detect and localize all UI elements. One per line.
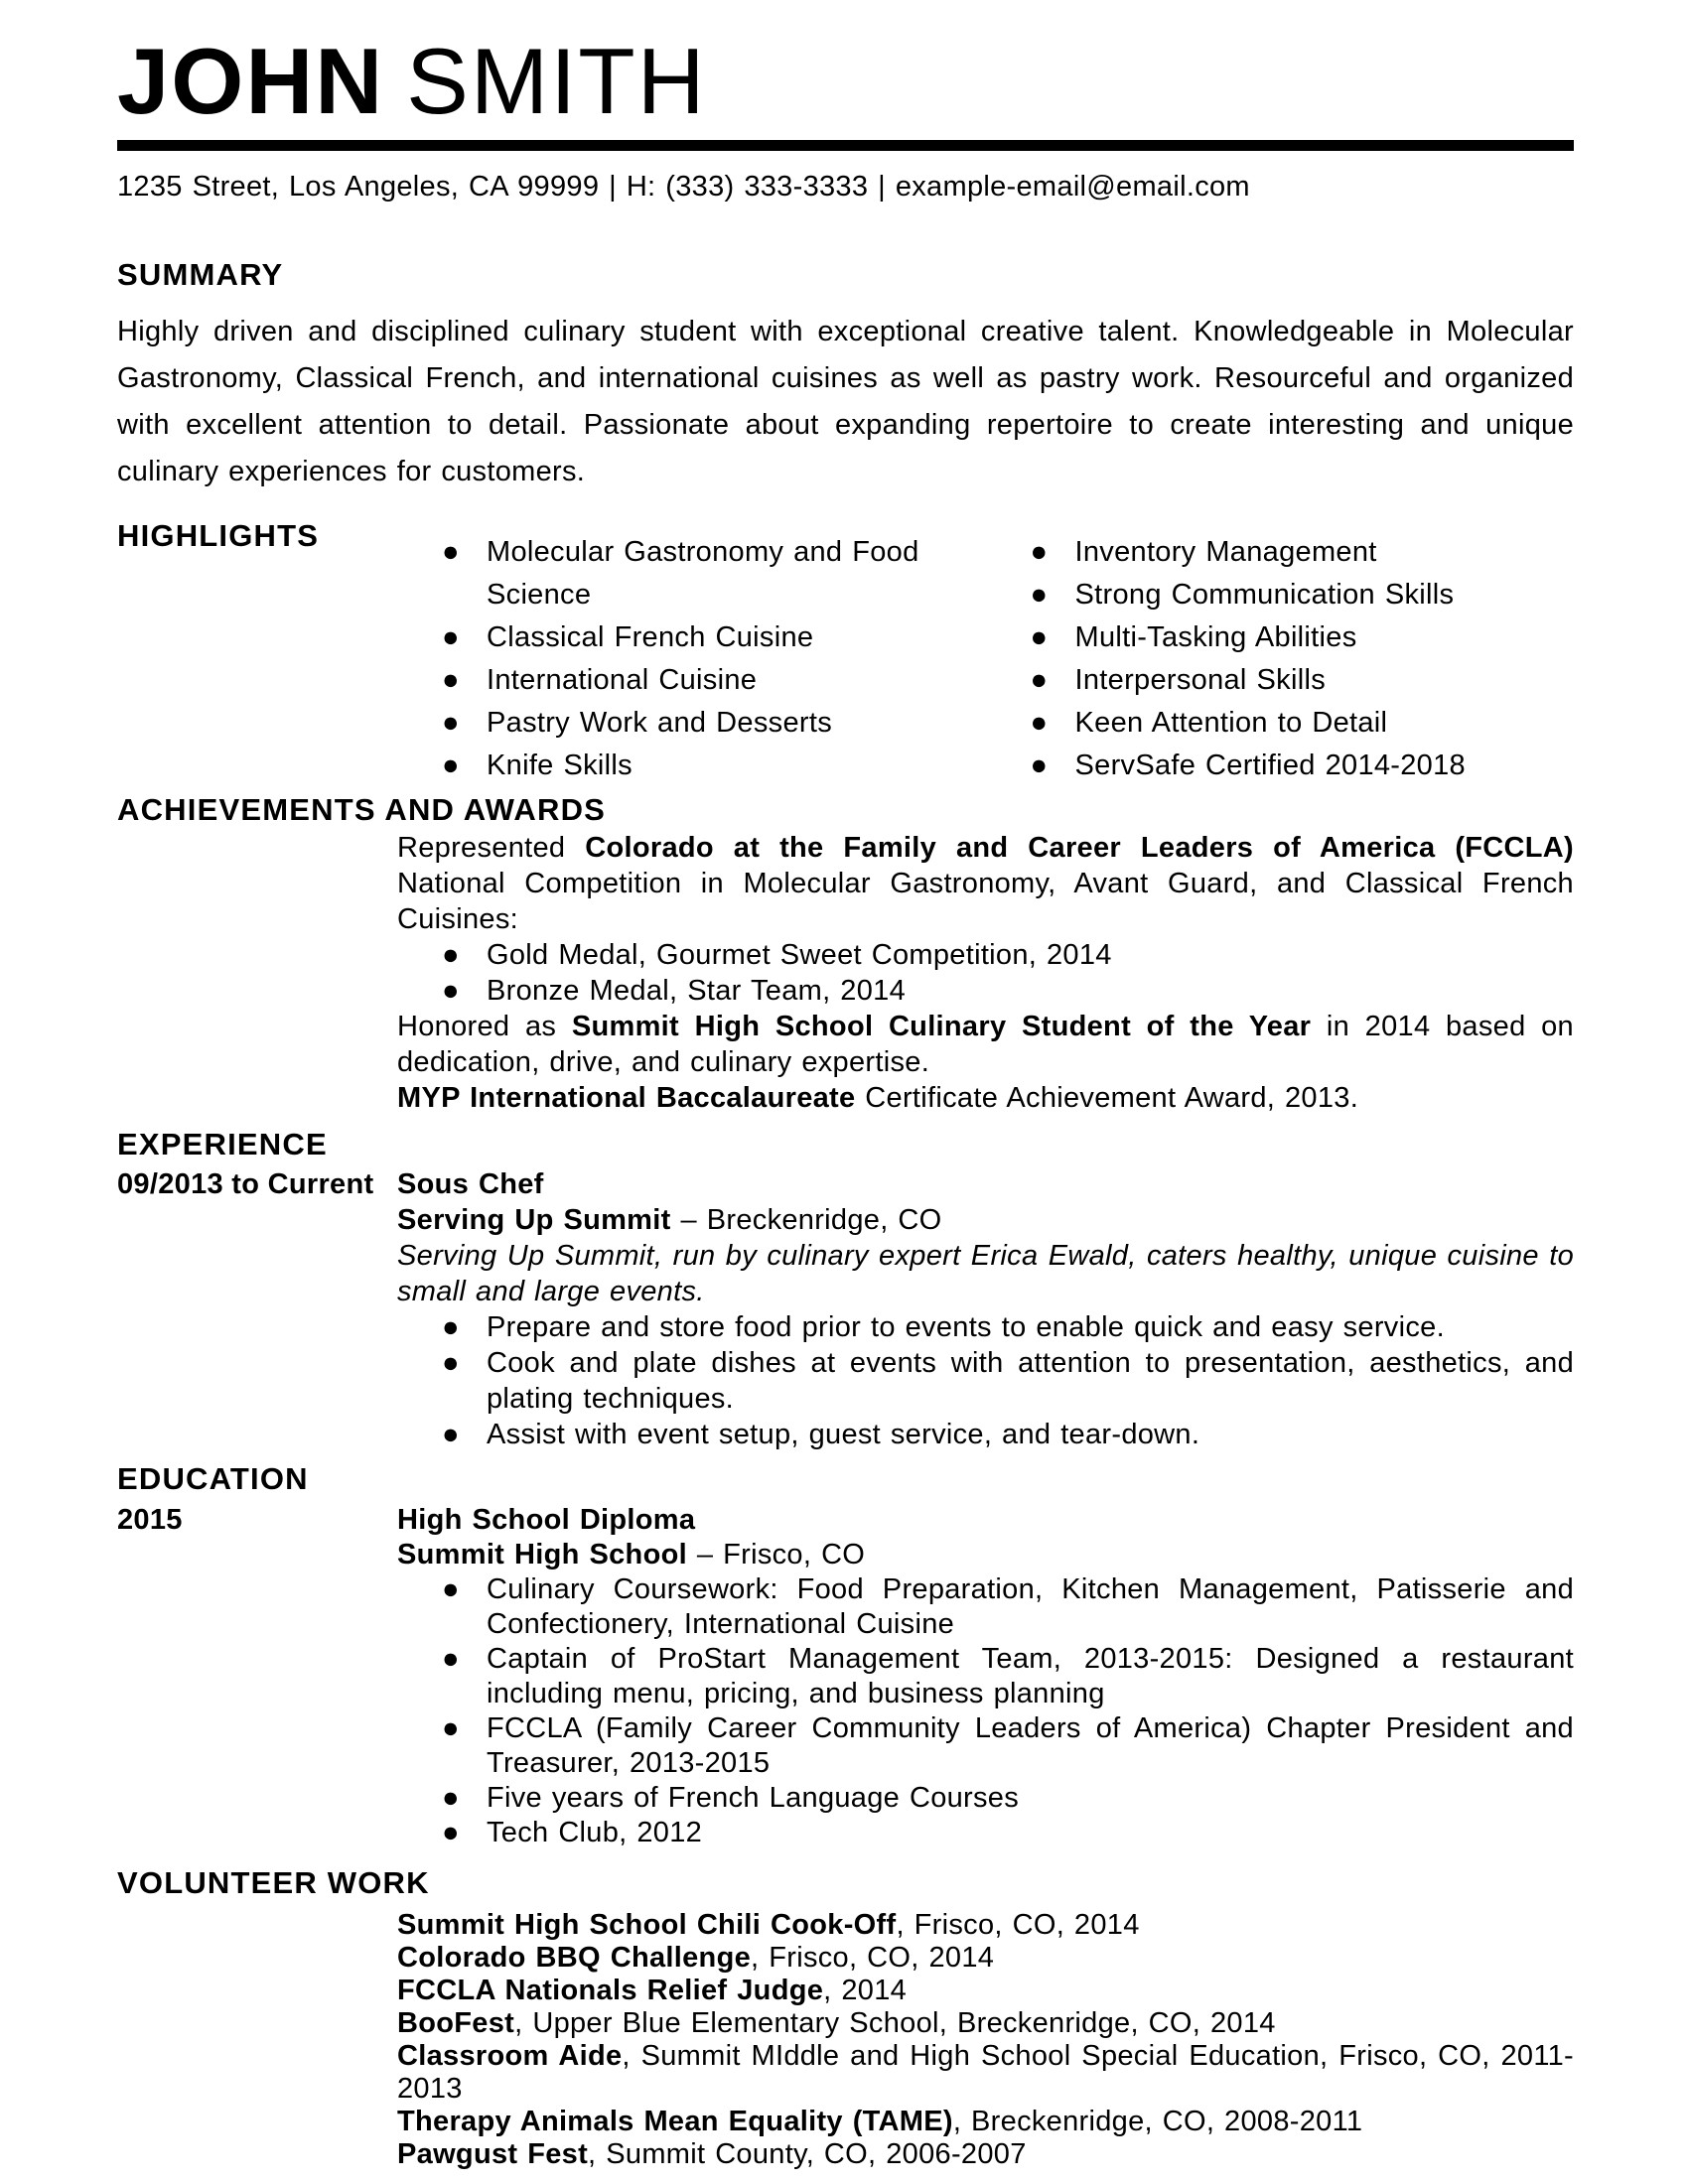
- bullet-icon: ●: [1030, 664, 1049, 697]
- volunteer-content: [397, 1909, 1574, 2171]
- highlights-column-2: [986, 531, 1575, 787]
- list-item: [442, 1417, 1574, 1452]
- school-line: [397, 1538, 1574, 1572]
- employer-line: [397, 1202, 1574, 1238]
- bullet-icon: ●: [442, 1712, 460, 1745]
- bullet-icon: ●: [442, 621, 460, 654]
- volunteer-heading: VOLUNTEER WORK: [117, 1865, 430, 1901]
- intro-post: National Competition in Molecular Gastronomy, Avant Guard, and Classical French Cuisines:: [397, 868, 1574, 936]
- list-item: [442, 1816, 1574, 1850]
- job-title-text: Sous Chef: [397, 1168, 544, 1201]
- achievement-honored: [397, 1009, 1574, 1080]
- job-title: [397, 1166, 1574, 1202]
- list-item-text: Prepare and store food prior to events to enable quick and easy service.: [487, 1311, 1445, 1344]
- volunteer-entry-detail: , Breckenridge, CO, 2008-2011: [952, 2106, 1363, 2138]
- list-item: [1031, 659, 1575, 702]
- bullet-icon: ●: [442, 1311, 460, 1344]
- volunteer-entry-detail: , Summit County, CO, 2006-2007: [588, 2138, 1027, 2171]
- highlights-section: [117, 519, 1574, 787]
- list-item: [442, 659, 986, 702]
- list-item: [442, 1781, 1574, 1816]
- volunteer-entry-detail: , Upper Blue Elementary School, Breckenridge, CO, 2014: [514, 2007, 1276, 2040]
- list-item: [442, 531, 986, 616]
- bullet-icon: ●: [442, 1817, 460, 1849]
- highlights-column-1: [397, 531, 986, 787]
- education-heading: EDUCATION: [117, 1461, 309, 1497]
- list-item-text: Molecular Gastronomy and Food Science: [487, 536, 919, 612]
- volunteer-entry-detail: , Summit MIddle and High School Special Education, Frisco, CO, 2011-2013: [397, 2040, 1574, 2106]
- bullet-icon: ●: [442, 664, 460, 697]
- list-item-text: Strong Communication Skills: [1074, 579, 1455, 612]
- contact-line: 1235 Street, Los Angeles, CA 99999 | H: (333) 333-3333 | example-email@email.com: [117, 171, 1250, 204]
- list-item-text: Gold Medal, Gourmet Sweet Competition, 2014: [487, 939, 1112, 972]
- highlights-heading: HIGHLIGHTS: [117, 518, 320, 554]
- employer-name: Serving Up Summit: [397, 1204, 671, 1237]
- achievement-myp: [397, 1080, 1574, 1116]
- bullet-icon: ●: [442, 707, 460, 740]
- bullet-icon: ●: [1030, 621, 1049, 654]
- education-section: [117, 1462, 1574, 1850]
- list-item-text: Multi-Tasking Abilities: [1074, 621, 1357, 654]
- list-item: [442, 702, 986, 745]
- summary-heading: SUMMARY: [117, 257, 284, 293]
- volunteer-entry-detail: , Frisco, CO, 2014: [896, 1909, 1140, 1942]
- list-item-text: Interpersonal Skills: [1074, 664, 1326, 697]
- list-item: [1031, 531, 1575, 574]
- list-item: [1031, 574, 1575, 616]
- volunteer-entry-name: FCCLA Nationals Relief Judge: [397, 1975, 824, 2007]
- bullet-icon: ●: [442, 1419, 460, 1451]
- highlights-columns: [397, 519, 1574, 787]
- volunteer-entry: [397, 1909, 1574, 1942]
- honored-pre: Honored as: [397, 1011, 572, 1043]
- experience-heading: EXPERIENCE: [117, 1127, 328, 1162]
- myp-bold: MYP International Baccalaureate: [397, 1082, 856, 1115]
- volunteer-entry: [397, 2007, 1574, 2040]
- bullet-icon: ●: [442, 939, 460, 972]
- experience-bullets: [397, 1309, 1574, 1452]
- resume-header: [117, 30, 1574, 206]
- list-item: [442, 937, 1574, 973]
- employer-description: Serving Up Summit, run by culinary expert Erica Ewald, caters healthy, unique cuisine to small and large events.: [397, 1240, 1574, 1308]
- education-year: 2015: [117, 1504, 183, 1537]
- bullet-icon: ●: [1030, 750, 1049, 782]
- bullet-icon: ●: [442, 975, 460, 1008]
- experience-content: [397, 1166, 1574, 1452]
- volunteer-entry: [397, 1975, 1574, 2007]
- education-content: [397, 1503, 1574, 1850]
- myp-post: Certificate Achievement Award, 2013.: [855, 1082, 1359, 1115]
- school-location: – Frisco, CO: [686, 1539, 866, 1571]
- last-name: SMITH: [406, 29, 707, 133]
- list-item: [442, 745, 986, 787]
- header-divider: [117, 140, 1574, 151]
- bullet-icon: ●: [442, 1573, 460, 1606]
- degree-line: [397, 1503, 1574, 1538]
- volunteer-entry: [397, 1942, 1574, 1975]
- volunteer-entry-name: Pawgust Fest: [397, 2138, 589, 2171]
- bullet-icon: ●: [442, 750, 460, 782]
- list-item-text: Cook and plate dishes at events with attention to presentation, aesthetics, and plating techniques.: [487, 1347, 1574, 1416]
- bullet-icon: ●: [1030, 707, 1049, 740]
- list-item-text: FCCLA (Family Career Community Leaders of America) Chapter President and Treasurer, 2013-2015: [487, 1712, 1574, 1780]
- volunteer-entry-detail: , Frisco, CO, 2014: [751, 1942, 995, 1975]
- volunteer-section: [117, 1866, 1574, 2171]
- list-item: [1031, 616, 1575, 659]
- list-item: [442, 1572, 1574, 1642]
- achievements-content: [397, 830, 1574, 1116]
- list-item: [442, 1642, 1574, 1711]
- list-item: [442, 973, 1574, 1009]
- intro-pre: Represented: [397, 832, 586, 865]
- achievements-heading: ACHIEVEMENTS AND AWARDS: [117, 792, 607, 828]
- list-item-text: Five years of French Language Courses: [487, 1782, 1020, 1815]
- list-item: [1031, 702, 1575, 745]
- intro-bold: Colorado at the Family and Career Leaders of America (FCCLA): [585, 832, 1574, 865]
- school-name: Summit High School: [397, 1539, 687, 1571]
- achievements-section: [117, 793, 1574, 1116]
- list-item-text: Tech Club, 2012: [487, 1817, 703, 1849]
- list-item-text: Knife Skills: [487, 750, 633, 782]
- volunteer-entry-detail: , 2014: [823, 1975, 908, 2007]
- list-item: [442, 1345, 1574, 1417]
- volunteer-entry-name: Therapy Animals Mean Equality (TAME): [397, 2106, 953, 2138]
- education-bullets: [397, 1572, 1574, 1850]
- experience-section: [117, 1128, 1574, 1452]
- page-title: [117, 30, 1574, 132]
- list-item: [442, 616, 986, 659]
- list-item-text: Pastry Work and Desserts: [487, 707, 832, 740]
- list-item: [442, 1309, 1574, 1345]
- list-item-text: Assist with event setup, guest service, and tear-down.: [487, 1419, 1200, 1451]
- volunteer-entry: [397, 2040, 1574, 2106]
- list-item-text: Inventory Management: [1074, 536, 1377, 569]
- volunteer-entry: [397, 2106, 1574, 2138]
- bullet-icon: ●: [1030, 536, 1049, 569]
- bullet-icon: ●: [442, 1347, 460, 1380]
- list-item-text: Classical French Cuisine: [487, 621, 814, 654]
- bullet-icon: ●: [1030, 579, 1049, 612]
- list-item-text: International Cuisine: [487, 664, 758, 697]
- bullet-icon: ●: [442, 1643, 460, 1676]
- volunteer-entry: [397, 2138, 1574, 2171]
- volunteer-entry-name: BooFest: [397, 2007, 515, 2040]
- honored-bold: Summit High School Culinary Student of the Year: [571, 1011, 1312, 1043]
- degree-text: High School Diploma: [397, 1504, 696, 1537]
- volunteer-entry-name: Colorado BBQ Challenge: [397, 1942, 752, 1975]
- list-item: [442, 1711, 1574, 1781]
- list-item-text: Culinary Coursework: Food Preparation, Kitchen Management, Patisserie and Confectionery, International Cuisine: [487, 1573, 1574, 1641]
- bullet-icon: ●: [442, 536, 460, 569]
- experience-dates: 09/2013 to Current: [117, 1168, 374, 1201]
- achievements-bullets: [397, 937, 1574, 1009]
- first-name: JOHN: [117, 29, 385, 133]
- summary-section: [117, 258, 1574, 495]
- achievement-intro: [397, 830, 1574, 937]
- list-item-text: Bronze Medal, Star Team, 2014: [487, 975, 907, 1008]
- list-item-text: ServSafe Certified 2014-2018: [1074, 750, 1466, 782]
- summary-text: Highly driven and disciplined culinary student with exceptional creative talent. Knowledgeable in Molecular Gastronomy, Classical French, and international cuisines as well as pastry work. Resourceful and organized with excellent attention to detail. Passionate about expanding repertoire to create interesting and unique culinary experiences for customers.: [117, 316, 1574, 488]
- honored-post: in 2014 based on dedication, drive, and culinary expertise.: [397, 1011, 1574, 1079]
- volunteer-entry-name: Summit High School Chili Cook-Off: [397, 1909, 897, 1942]
- volunteer-entry-name: Classroom Aide: [397, 2040, 623, 2073]
- employer-location: – Breckenridge, CO: [670, 1204, 942, 1237]
- bullet-icon: ●: [442, 1782, 460, 1815]
- list-item: [1031, 745, 1575, 787]
- list-item-text: Captain of ProStart Management Team, 2013-2015: Designed a restaurant including menu, pricing, and business planning: [487, 1643, 1574, 1710]
- list-item-text: Keen Attention to Detail: [1074, 707, 1388, 740]
